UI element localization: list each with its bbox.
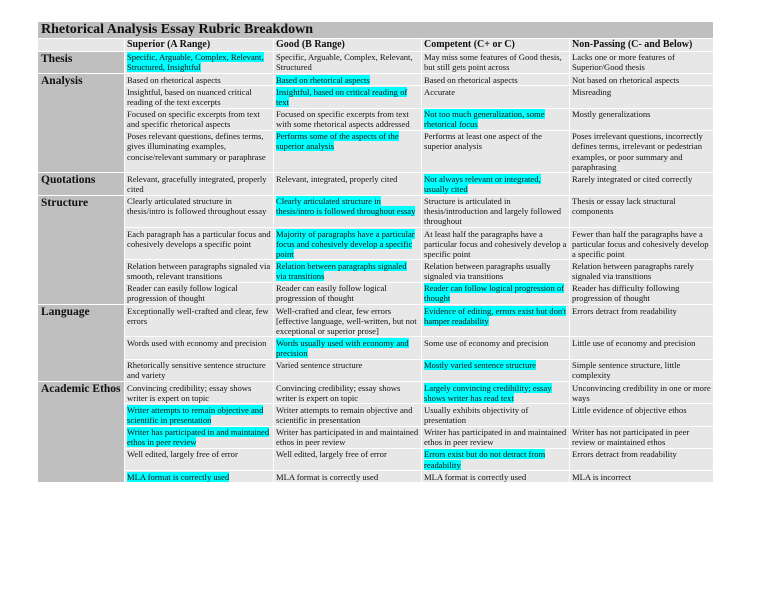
cell-good xyxy=(274,228,422,260)
cell-superior xyxy=(125,228,274,260)
cell-superior xyxy=(125,305,274,337)
rubric-title: Rhetorical Analysis Essay Rubric Breakdown xyxy=(38,22,714,39)
highlighted-criterion: Insightful, based on critical reading of text xyxy=(276,86,408,107)
criteria-row xyxy=(38,305,714,337)
criterion-text: Relevant, gracefully integrated, properly cited xyxy=(127,173,267,194)
category-label: Quotations xyxy=(38,173,125,195)
category-label: Language xyxy=(38,305,125,382)
cell-competent xyxy=(422,260,570,282)
criteria-row xyxy=(38,337,714,359)
cell-good xyxy=(274,260,422,282)
cell-non-passing xyxy=(570,108,714,130)
cell-non-passing xyxy=(570,471,714,483)
criterion-text: Convincing credibility; essay shows writer is expert on topic xyxy=(276,382,401,403)
cell-competent xyxy=(422,195,570,227)
cell-competent xyxy=(422,448,570,470)
cell-superior xyxy=(125,260,274,282)
criterion-text: Structure is articulated in thesis/introduction and largely followed throughout xyxy=(424,196,562,227)
cell-competent xyxy=(422,471,570,483)
criteria-row xyxy=(38,195,714,227)
criteria-row xyxy=(38,108,714,130)
cell-good xyxy=(274,448,422,470)
category-label: Analysis xyxy=(38,74,125,173)
cell-competent xyxy=(422,404,570,426)
criterion-text: Well edited, largely free of error xyxy=(127,449,238,460)
header-competent: Competent (C+ or C) xyxy=(422,39,570,52)
highlighted-criterion: Mostly varied sentence structure xyxy=(424,360,536,371)
cell-non-passing xyxy=(570,282,714,304)
cell-superior xyxy=(125,108,274,130)
category-label: Structure xyxy=(38,195,125,304)
header-non-passing: Non-Passing (C- and Below) xyxy=(570,39,714,52)
criterion-text: Clearly articulated structure in thesis/intro is followed throughout essay xyxy=(127,196,267,217)
header-row xyxy=(38,39,714,52)
cell-superior xyxy=(125,337,274,359)
title-row xyxy=(38,22,714,39)
criterion-text: Based on rhetorical aspects xyxy=(127,74,221,85)
criterion-text: Specific, Arguable, Complex, Relevant, Structured xyxy=(276,52,413,73)
criterion-text: Rhetorically sensitive sentence structure and variety xyxy=(127,360,266,381)
cell-competent xyxy=(422,130,570,173)
highlighted-criterion: Largely convincing credibility; essay shows writer has read text xyxy=(424,382,552,403)
criterion-text: Words used with economy and precision xyxy=(127,337,267,348)
criterion-text: Well-crafted and clear, few errors [effective language, well-written, but not exceptional or superior prose] xyxy=(276,305,417,336)
criteria-row xyxy=(38,426,714,448)
cell-superior xyxy=(125,471,274,483)
criterion-text: Relation between paragraphs usually signaled via transitions xyxy=(424,260,551,282)
cell-competent xyxy=(422,426,570,448)
cell-competent xyxy=(422,337,570,359)
header-corner xyxy=(38,39,125,52)
criterion-text: Poses irrelevant questions, incorrectly defines terms, irrelevant or pedestrian examples, or poor summary and paraphrasing xyxy=(572,131,703,172)
highlighted-criterion: Specific, Arguable, Complex, Relevant, Structured, Insightful xyxy=(127,52,264,73)
criterion-text: Focused on specific excerpts from text with some rhetorical aspects addressed xyxy=(276,109,410,130)
cell-superior xyxy=(125,382,274,404)
cell-superior xyxy=(125,51,274,73)
criterion-text: Rarely integrated or cited correctly xyxy=(572,173,693,184)
criterion-text: Writer attempts to remain objective and scientific in presentation xyxy=(276,404,413,425)
highlighted-criterion: Based on rhetorical aspects xyxy=(276,74,370,85)
cell-good xyxy=(274,382,422,404)
highlighted-criterion: Clearly articulated structure in thesis/intro is followed throughout essay xyxy=(276,196,416,217)
criteria-row xyxy=(38,282,714,304)
cell-competent xyxy=(422,228,570,260)
highlighted-criterion: Not always relevant or integrated, usually cited xyxy=(424,173,541,194)
cell-superior xyxy=(125,448,274,470)
cell-non-passing xyxy=(570,51,714,73)
criterion-text: Focused on specific excerpts from text and specific rhetorical aspects xyxy=(127,109,260,130)
cell-competent xyxy=(422,74,570,86)
criterion-text: Little evidence of objective ethos xyxy=(572,404,687,415)
cell-good xyxy=(274,404,422,426)
criterion-text: Misreading xyxy=(572,86,612,97)
cell-non-passing xyxy=(570,130,714,173)
criterion-text: Relation between paragraphs signaled via smooth, relevant transitions xyxy=(127,260,271,282)
cell-superior xyxy=(125,130,274,173)
criterion-text: Performs at least one aspect of the superior analysis xyxy=(424,131,542,152)
cell-superior xyxy=(125,195,274,227)
criteria-row xyxy=(38,260,714,282)
cell-superior xyxy=(125,282,274,304)
criterion-text: Relevant, integrated, properly cited xyxy=(276,173,398,184)
cell-competent xyxy=(422,108,570,130)
criteria-row xyxy=(38,86,714,108)
criterion-text: Insightful, based on nuanced critical reading of the text excerpts xyxy=(127,86,252,107)
cell-competent xyxy=(422,305,570,337)
cell-non-passing xyxy=(570,305,714,337)
criterion-text: Some use of economy and precision xyxy=(424,337,549,348)
cell-superior xyxy=(125,173,274,195)
cell-good xyxy=(274,337,422,359)
cell-good xyxy=(274,86,422,108)
cell-good xyxy=(274,471,422,483)
criterion-text: Errors detract from readability xyxy=(572,305,677,316)
cell-good xyxy=(274,173,422,195)
criterion-text: MLA format is correctly used xyxy=(276,471,379,482)
cell-good xyxy=(274,74,422,86)
highlighted-criterion: Relation between paragraphs signaled via transitions xyxy=(276,260,407,282)
criteria-row xyxy=(38,382,714,404)
criteria-row xyxy=(38,130,714,173)
criterion-text: Fewer than half the paragraphs have a particular focus and cohesively develop a specific point xyxy=(572,228,709,259)
cell-non-passing xyxy=(570,382,714,404)
cell-competent xyxy=(422,359,570,381)
criterion-text: Based on rhetorical aspects xyxy=(424,74,518,85)
criterion-text: Reader has difficulty following progression of thought xyxy=(572,283,680,304)
cell-non-passing xyxy=(570,426,714,448)
criterion-text: Accurate xyxy=(424,86,456,97)
cell-good xyxy=(274,359,422,381)
cell-good xyxy=(274,108,422,130)
highlighted-criterion: Performs some of the aspects of the superior analysis xyxy=(276,131,399,152)
cell-non-passing xyxy=(570,195,714,227)
highlighted-criterion: Majority of paragraphs have a particular focus and cohesively develop a specific point xyxy=(276,228,415,259)
header-superior: Superior (A Range) xyxy=(125,39,274,52)
criterion-text: Unconvincing credibility in one or more ways xyxy=(572,382,711,403)
highlighted-criterion: Not too much generalization, some rhetorical focus xyxy=(424,109,545,130)
cell-good xyxy=(274,426,422,448)
criteria-row xyxy=(38,74,714,86)
criterion-text: Convincing credibility; essay shows writer is expert on topic xyxy=(127,382,252,403)
criterion-text: Little use of economy and precision xyxy=(572,337,696,348)
cell-competent xyxy=(422,173,570,195)
cell-good xyxy=(274,51,422,73)
criteria-row xyxy=(38,448,714,470)
highlighted-criterion: Writer has participated in and maintained ethos in peer review xyxy=(127,427,270,448)
cell-non-passing xyxy=(570,260,714,282)
cell-superior xyxy=(125,74,274,86)
cell-good xyxy=(274,130,422,173)
criterion-text: At least half the paragraphs have a particular focus and cohesively develop a specific point xyxy=(424,228,567,259)
cell-non-passing xyxy=(570,86,714,108)
header-good: Good (B Range) xyxy=(274,39,422,52)
criterion-text: Writer has participated in and maintained ethos in peer review xyxy=(424,427,567,448)
category-label: Academic Ethos xyxy=(38,382,125,483)
highlighted-criterion: Writer attempts to remain objective and scientific in presentation xyxy=(127,404,264,425)
cell-good xyxy=(274,282,422,304)
cell-good xyxy=(274,195,422,227)
highlighted-criterion: Words usually used with economy and precision xyxy=(276,337,409,359)
cell-superior xyxy=(125,86,274,108)
cell-superior xyxy=(125,359,274,381)
cell-non-passing xyxy=(570,404,714,426)
cell-non-passing xyxy=(570,74,714,86)
criteria-row xyxy=(38,173,714,195)
criterion-text: Writer has participated in and maintained ethos in peer review xyxy=(276,427,419,448)
highlighted-criterion: Reader can follow logical progression of thought xyxy=(424,283,565,304)
criterion-text: Simple sentence structure, little complexity xyxy=(572,360,681,381)
criterion-text: Reader can easily follow logical progression of thought xyxy=(127,283,238,304)
cell-superior xyxy=(125,426,274,448)
criteria-row xyxy=(38,359,714,381)
criteria-row xyxy=(38,404,714,426)
criterion-text: Usually exhibits objectivity of presentation xyxy=(424,404,529,425)
highlighted-criterion: Errors exist but do not detract from readability xyxy=(424,449,546,470)
rubric-table xyxy=(37,21,714,483)
cell-superior xyxy=(125,404,274,426)
cell-competent xyxy=(422,382,570,404)
cell-non-passing xyxy=(570,228,714,260)
cell-competent xyxy=(422,86,570,108)
cell-non-passing xyxy=(570,337,714,359)
criterion-text: Well edited, largely free of error xyxy=(276,449,387,460)
cell-good xyxy=(274,305,422,337)
criterion-text: MLA format is correctly used xyxy=(424,471,527,482)
criterion-text: Not based on rhetorical aspects xyxy=(572,74,680,85)
criterion-text: Varied sentence structure xyxy=(276,360,363,371)
criterion-text: Each paragraph has a particular focus and cohesively develops a specific point xyxy=(127,228,271,249)
criterion-text: May miss some features of Good thesis, but still gets point across xyxy=(424,52,562,73)
criterion-text: Exceptionally well-crafted and clear, few errors xyxy=(127,305,269,326)
category-label: Thesis xyxy=(38,51,125,73)
criterion-text: Poses relevant questions, defines terms, gives illuminating examples, concise/relevant summary or paraphrase xyxy=(127,131,266,162)
cell-non-passing xyxy=(570,448,714,470)
criterion-text: Thesis or essay lack structural components xyxy=(572,196,676,217)
criterion-text: Mostly generalizations xyxy=(572,109,651,119)
highlighted-criterion: MLA format is correctly used xyxy=(127,471,230,482)
criteria-row xyxy=(38,51,714,73)
cell-non-passing xyxy=(570,359,714,381)
criterion-text: Writer has not participated in peer review or maintained ethos xyxy=(572,427,690,448)
criteria-row xyxy=(38,228,714,260)
cell-non-passing xyxy=(570,173,714,195)
cell-competent xyxy=(422,51,570,73)
criterion-text: MLA is incorrect xyxy=(572,471,632,482)
criteria-row xyxy=(38,471,714,483)
criterion-text: Relation between paragraphs rarely signaled via transitions xyxy=(572,260,694,282)
criterion-text: Reader can easily follow logical progression of thought xyxy=(276,283,387,304)
highlighted-criterion: Evidence of editing, errors exist but don't hamper readability xyxy=(424,305,567,326)
criterion-text: Errors detract from readability xyxy=(572,449,677,460)
cell-competent xyxy=(422,282,570,304)
criterion-text: Lacks one or more features of Superior/Good thesis xyxy=(572,52,675,73)
